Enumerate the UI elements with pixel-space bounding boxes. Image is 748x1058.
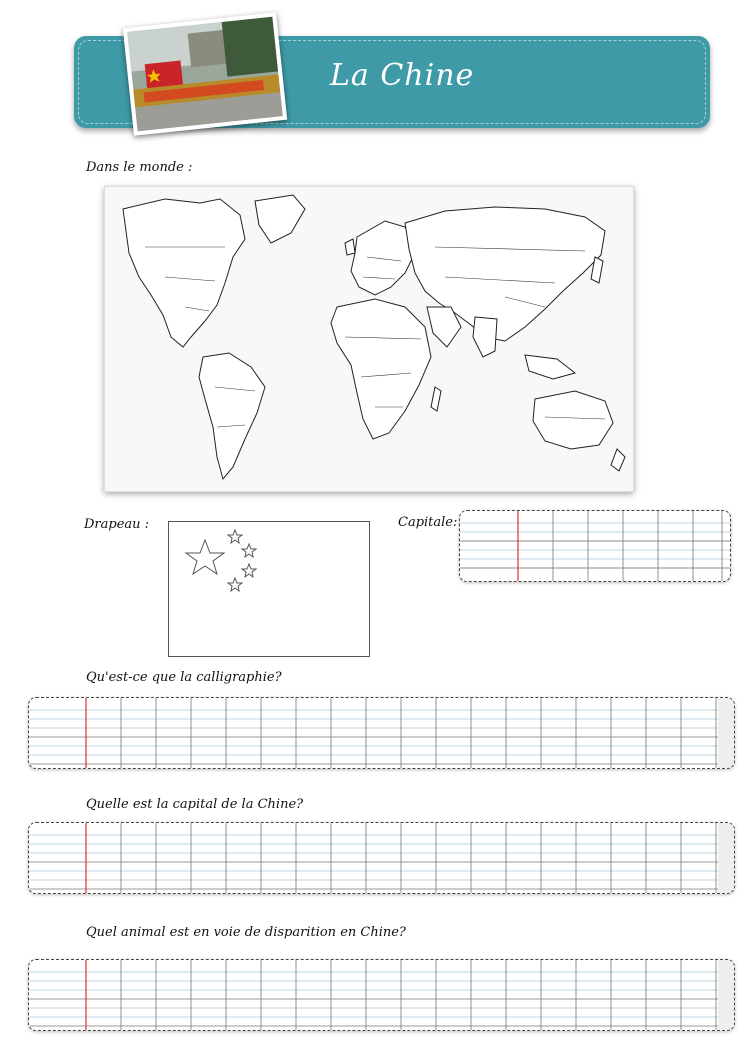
question-1: Qu'est-ce que la calligraphie? — [86, 670, 282, 685]
capital-label: Capitale: — [398, 515, 458, 530]
world-label: Dans le monde : — [86, 160, 193, 175]
answer-2-lines — [29, 823, 734, 893]
header-photo — [123, 12, 287, 136]
photo-image — [127, 17, 283, 132]
flag-stars — [169, 522, 369, 656]
world-map — [104, 186, 634, 492]
answer-1-lines — [29, 698, 734, 768]
capital-lines — [460, 511, 730, 581]
china-flag-outline — [168, 521, 370, 657]
answer-3-writing-box[interactable] — [28, 959, 735, 1031]
answer-2-writing-box[interactable] — [28, 822, 735, 894]
answer-3-lines — [29, 960, 734, 1030]
question-2: Quelle est la capital de la Chine? — [86, 797, 304, 812]
world-map-outline — [105, 187, 633, 491]
answer-1-writing-box[interactable] — [28, 697, 735, 769]
question-3: Quel animal est en voie de disparition en Chine? — [86, 925, 406, 940]
page-title: La Chine — [330, 58, 475, 93]
capital-writing-box[interactable] — [459, 510, 731, 582]
flag-label: Drapeau : — [84, 517, 150, 532]
